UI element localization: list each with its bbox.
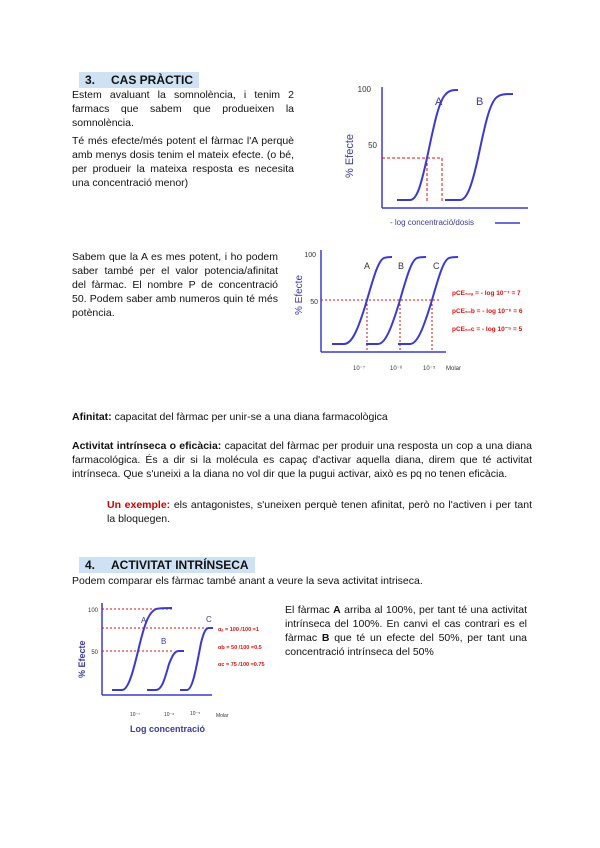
x-tick-1: 10⁻⁷ (353, 366, 366, 372)
y-axis-label: % Efecte (77, 640, 87, 678)
curve-label-a: A (141, 616, 147, 625)
dose-response-chart-2 (290, 240, 540, 380)
section-4-heading (79, 557, 255, 573)
curve-c (180, 628, 213, 690)
x-unit: Molar (216, 713, 229, 719)
y-axis-label: % Efecte (344, 133, 356, 178)
curve-label-b: B (161, 637, 167, 646)
y-tick-50: 50 (91, 650, 98, 656)
y-axis-label: % Efecte (294, 274, 305, 315)
pce50-b: pCE₅₀b = - log 10⁻⁶ = 6 (452, 308, 523, 315)
text-part: arriba al 100%, per tant té una activitat intrínseca del 100%. En canvi el cas contrari es el fàrmac (285, 604, 527, 644)
y-tick-100: 100 (87, 608, 98, 614)
afinitat-term: Afinitat: (72, 411, 112, 423)
curve-label-c: C (433, 261, 440, 271)
example-term: Un exemple: (107, 499, 171, 511)
y-tick-50: 50 (368, 141, 377, 150)
drug-a: A (333, 604, 341, 616)
text-part: El fàrmac (285, 604, 334, 616)
x-unit: Molar (446, 366, 462, 372)
curve-b (147, 651, 184, 690)
activitat-paragraph (285, 603, 527, 659)
alpha-c: αc = 75 /100 =0.75 (218, 662, 265, 668)
alpha-a: αₐ = 100 /100 =1 (218, 627, 259, 633)
pce50-c: pCE₅₀c = - log 10⁻⁵ = 5 (452, 326, 523, 333)
x-axis-label: Log concentració (130, 724, 206, 734)
section-4-intro: Podem comparar els fàrmac també anant a veure la seva activitat intriseca. (72, 575, 423, 587)
curve-label-c: C (206, 615, 212, 624)
activitat-definition (72, 439, 532, 481)
x-tick-2: 10⁻⁶ (390, 366, 403, 372)
x-tick-1: 10⁻⁷ (130, 712, 141, 718)
curve-b (445, 94, 513, 200)
activitat-text: capacitat del fàrmac per produir una resposta un cop a una diana farmacológica. És a dir si la molécula es capaç d'activar aquella diana, direm que té activitat intrínseca. Que s'uneixi a la diana no vol dir que la pugui activar, això es pq no tenen eficàcia. (72, 440, 532, 480)
y-tick-100: 100 (304, 252, 316, 259)
y-tick-100: 100 (357, 85, 371, 94)
dose-response-chart-1 (335, 75, 535, 245)
pce50-a: pCE₅₀ₐ = - log 10⁻⁷ = 7 (452, 290, 521, 297)
alpha-b: αb = 50 /100 =0.5 (218, 645, 262, 651)
section-number: 3. (85, 73, 96, 87)
text-part: que té un efecte del 50%, per tant una concentració intrínseca del 50% (285, 632, 527, 658)
section-3-heading (79, 72, 199, 88)
potency-paragraph: Té més efecte/més potent el fàrmac l'A perquè amb menys dosis tenim el mateix efecte. (o bé, per produeir la mateixa resposta es necesita una concentració menor) (72, 135, 294, 189)
curve-label-b: B (398, 261, 405, 271)
drug-b: B (321, 632, 330, 644)
curve-label-a: A (364, 261, 371, 271)
afinitat-text: capacitat del fàrmac per unir-se a una diana farmacològica (111, 411, 388, 423)
x-tick-2: 10⁻⁶ (164, 712, 175, 718)
x-axis-label: - log concentració/dosis (390, 218, 475, 227)
example-text: els antagonistes, s'uneixen perquè tenen afinitat, però no l'activen i per tant la bloquegen. (107, 499, 532, 525)
curve-label-a: A (435, 96, 443, 108)
intro-paragraph: Estem avaluant la somnolència, i tenim 2 farmacs que sabem que produeixen la somnolència. (72, 89, 294, 129)
example-paragraph (107, 498, 532, 526)
ce50-paragraph: Sabem que la A es mes potent, i ho podem saber també per el valor potencia/afinitat del fàrmac. El nombre P de concentració 50. Podem saber amb numeros quin té més potència. (72, 251, 278, 319)
x-tick-3: 10⁻⁵ (190, 711, 201, 717)
section-number: 4. (85, 558, 96, 572)
section-title: CAS PRÀCTIC (111, 73, 194, 87)
section-title: ACTIVITAT INTRÍNSECA (111, 558, 249, 572)
intrinsic-activity-chart (72, 598, 272, 743)
y-tick-50: 50 (310, 299, 318, 306)
x-tick-3: 10⁻⁵ (423, 366, 436, 372)
activitat-term: Activitat intrínseca o eficàcia: (72, 440, 222, 452)
curve-label-b: B (476, 96, 484, 108)
afinitat-definition (72, 410, 532, 424)
